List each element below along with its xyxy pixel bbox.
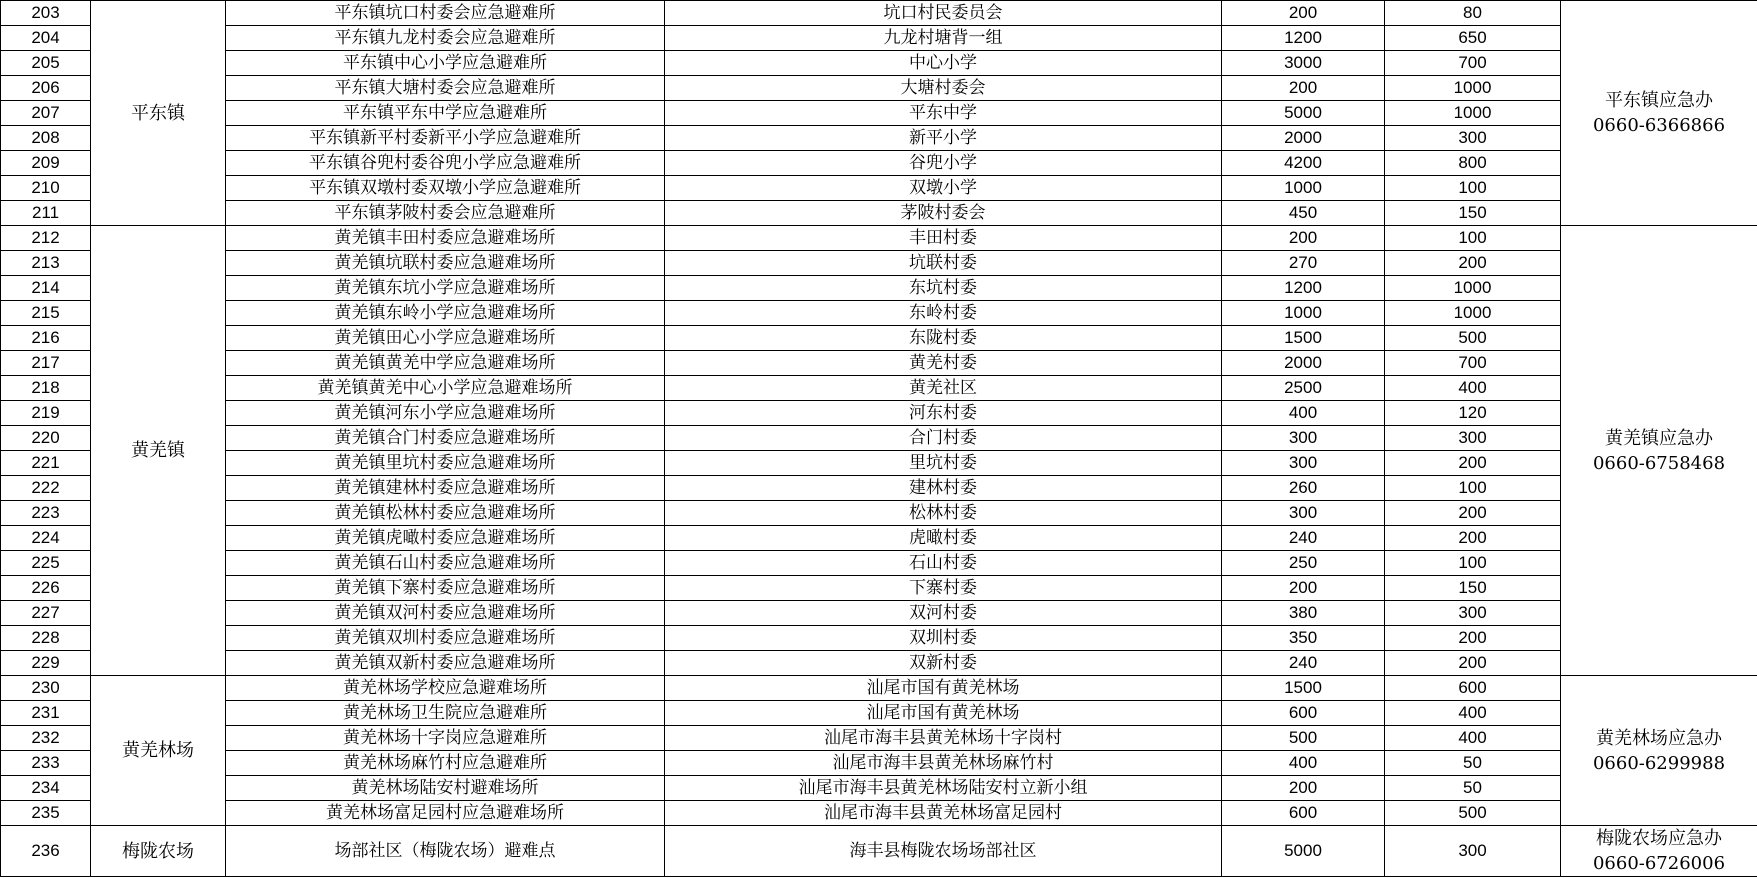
table-row [1, 776, 1757, 801]
location-cell: 松林村委 [665, 501, 1222, 526]
shelter-name-cell: 黄羌镇虎噉村委应急避难场所 [226, 526, 665, 551]
shelter-name-cell: 平东镇谷兜村委谷兜小学应急避难所 [226, 151, 665, 176]
shelter-name-cell: 黄羌镇坑联村委应急避难场所 [226, 251, 665, 276]
row-number-cell: 235 [1, 801, 91, 826]
area-cell: 200 [1222, 776, 1385, 801]
table-row [1, 601, 1757, 626]
table-row [1, 501, 1757, 526]
table-row [1, 1, 1757, 26]
area-cell: 200 [1222, 226, 1385, 251]
table-row [1, 201, 1757, 226]
location-cell: 石山村委 [665, 551, 1222, 576]
town-cell: 黄羌镇 [91, 226, 226, 676]
location-cell: 汕尾市海丰县黄羌林场富足园村 [665, 801, 1222, 826]
capacity-cell: 500 [1385, 326, 1561, 351]
table-row [1, 626, 1757, 651]
location-cell: 黄羌社区 [665, 376, 1222, 401]
row-number-cell: 220 [1, 426, 91, 451]
area-cell: 250 [1222, 551, 1385, 576]
contact-cell [1561, 1, 1757, 226]
shelter-name-cell: 黄羌林场富足园村应急避难场所 [226, 801, 665, 826]
area-cell: 380 [1222, 601, 1385, 626]
location-cell: 双圳村委 [665, 626, 1222, 651]
contact-cell [1561, 826, 1757, 877]
shelter-name-cell: 黄羌镇东坑小学应急避难场所 [226, 276, 665, 301]
table-row [1, 551, 1757, 576]
row-number-cell: 224 [1, 526, 91, 551]
table-row [1, 276, 1757, 301]
row-number-cell: 229 [1, 651, 91, 676]
area-cell: 450 [1222, 201, 1385, 226]
table-row [1, 226, 1757, 251]
location-cell: 建林村委 [665, 476, 1222, 501]
table-row [1, 476, 1757, 501]
area-cell: 1500 [1222, 326, 1385, 351]
location-cell: 里坑村委 [665, 451, 1222, 476]
location-cell: 汕尾市海丰县黄羌林场十字岗村 [665, 726, 1222, 751]
row-number-cell: 234 [1, 776, 91, 801]
town-cell: 梅陇农场 [91, 826, 226, 877]
row-number-cell: 227 [1, 601, 91, 626]
location-cell: 中心小学 [665, 51, 1222, 76]
shelter-name-cell: 黄羌林场麻竹村应急避难所 [226, 751, 665, 776]
area-cell: 5000 [1222, 826, 1385, 877]
capacity-cell: 80 [1385, 1, 1561, 26]
shelter-name-cell: 黄羌镇双河村委应急避难场所 [226, 601, 665, 626]
table-row [1, 251, 1757, 276]
shelter-name-cell: 平东镇中心小学应急避难所 [226, 51, 665, 76]
capacity-cell: 200 [1385, 251, 1561, 276]
area-cell: 200 [1222, 1, 1385, 26]
table-row [1, 751, 1757, 776]
row-number-cell: 225 [1, 551, 91, 576]
area-cell: 240 [1222, 651, 1385, 676]
area-cell: 300 [1222, 451, 1385, 476]
area-cell: 500 [1222, 726, 1385, 751]
row-number-cell: 236 [1, 826, 91, 877]
capacity-cell: 600 [1385, 676, 1561, 701]
area-cell: 3000 [1222, 51, 1385, 76]
shelter-name-cell: 黄羌镇黄羌中学应急避难场所 [226, 351, 665, 376]
capacity-cell: 200 [1385, 626, 1561, 651]
area-cell: 400 [1222, 751, 1385, 776]
capacity-cell: 100 [1385, 176, 1561, 201]
contact-phone: 0660-6726006 [1592, 853, 1726, 874]
contact-office: 黄羌林场应急办 [1596, 727, 1722, 749]
location-cell: 东坑村委 [665, 276, 1222, 301]
area-cell: 300 [1222, 501, 1385, 526]
capacity-cell: 700 [1385, 51, 1561, 76]
location-cell: 坑联村委 [665, 251, 1222, 276]
row-number-cell: 212 [1, 226, 91, 251]
row-number-cell: 232 [1, 726, 91, 751]
location-cell: 河东村委 [665, 401, 1222, 426]
area-cell: 200 [1222, 76, 1385, 101]
shelter-name-cell: 平东镇双墩村委双墩小学应急避难所 [226, 176, 665, 201]
shelter-name-cell: 黄羌镇合门村委应急避难场所 [226, 426, 665, 451]
row-number-cell: 231 [1, 701, 91, 726]
table-row [1, 401, 1757, 426]
shelter-name-cell: 黄羌镇下寨村委应急避难场所 [226, 576, 665, 601]
capacity-cell: 300 [1385, 601, 1561, 626]
capacity-cell: 300 [1385, 426, 1561, 451]
row-number-cell: 221 [1, 451, 91, 476]
table-row [1, 826, 1757, 877]
capacity-cell: 50 [1385, 776, 1561, 801]
shelter-name-cell: 黄羌镇黄羌中心小学应急避难场所 [226, 376, 665, 401]
area-cell: 2000 [1222, 351, 1385, 376]
shelter-name-cell: 黄羌镇双新村委应急避难场所 [226, 651, 665, 676]
area-cell: 600 [1222, 701, 1385, 726]
row-number-cell: 208 [1, 126, 91, 151]
shelter-name-cell: 场部社区（梅陇农场）避难点 [226, 826, 665, 877]
location-cell: 汕尾市海丰县黄羌林场麻竹村 [665, 751, 1222, 776]
capacity-cell: 1000 [1385, 276, 1561, 301]
row-number-cell: 210 [1, 176, 91, 201]
capacity-cell: 650 [1385, 26, 1561, 51]
area-cell: 5000 [1222, 101, 1385, 126]
row-number-cell: 218 [1, 376, 91, 401]
shelter-name-cell: 黄羌镇丰田村委应急避难场所 [226, 226, 665, 251]
capacity-cell: 200 [1385, 651, 1561, 676]
location-cell: 平东中学 [665, 101, 1222, 126]
row-number-cell: 214 [1, 276, 91, 301]
town-cell: 黄羌林场 [91, 676, 226, 826]
contact-office: 平东镇应急办 [1605, 90, 1713, 111]
location-cell: 合门村委 [665, 426, 1222, 451]
shelter-name-cell: 黄羌林场学校应急避难场所 [226, 676, 665, 701]
row-number-cell: 211 [1, 201, 91, 226]
capacity-cell: 300 [1385, 126, 1561, 151]
contact-phone: 0660-6366866 [1592, 115, 1726, 136]
capacity-cell: 800 [1385, 151, 1561, 176]
location-cell: 虎噉村委 [665, 526, 1222, 551]
area-cell: 240 [1222, 526, 1385, 551]
capacity-cell: 400 [1385, 701, 1561, 726]
area-cell: 260 [1222, 476, 1385, 501]
shelter-name-cell: 黄羌镇东岭小学应急避难场所 [226, 301, 665, 326]
capacity-cell: 100 [1385, 476, 1561, 501]
table-row [1, 726, 1757, 751]
table-row [1, 351, 1757, 376]
table-row [1, 51, 1757, 76]
capacity-cell: 200 [1385, 451, 1561, 476]
shelter-name-cell: 黄羌镇河东小学应急避难场所 [226, 401, 665, 426]
table-row [1, 26, 1757, 51]
table-body [1, 1, 1757, 877]
table-row [1, 76, 1757, 101]
area-cell: 1200 [1222, 26, 1385, 51]
shelter-name-cell: 平东镇坑口村委会应急避难所 [226, 1, 665, 26]
capacity-cell: 200 [1385, 501, 1561, 526]
capacity-cell: 200 [1385, 526, 1561, 551]
contact-office: 梅陇农场应急办 [1596, 828, 1722, 849]
table-row [1, 701, 1757, 726]
shelter-name-cell: 黄羌镇石山村委应急避难场所 [226, 551, 665, 576]
shelter-name-cell: 平东镇新平村委新平小学应急避难所 [226, 126, 665, 151]
capacity-cell: 1000 [1385, 301, 1561, 326]
table-row [1, 426, 1757, 451]
capacity-cell: 400 [1385, 726, 1561, 751]
contact-office: 黄羌镇应急办 [1605, 427, 1713, 449]
location-cell: 坑口村民委员会 [665, 1, 1222, 26]
area-cell: 1500 [1222, 676, 1385, 701]
row-number-cell: 213 [1, 251, 91, 276]
shelter-name-cell: 平东镇大塘村委会应急避难所 [226, 76, 665, 101]
row-number-cell: 206 [1, 76, 91, 101]
table-row [1, 101, 1757, 126]
row-number-cell: 223 [1, 501, 91, 526]
location-cell: 黄羌村委 [665, 351, 1222, 376]
shelter-name-cell: 黄羌镇田心小学应急避难场所 [226, 326, 665, 351]
table-row [1, 576, 1757, 601]
area-cell: 600 [1222, 801, 1385, 826]
table-row [1, 451, 1757, 476]
shelter-name-cell: 黄羌镇建林村委应急避难场所 [226, 476, 665, 501]
shelter-name-cell: 黄羌镇里坑村委应急避难场所 [226, 451, 665, 476]
capacity-cell: 1000 [1385, 101, 1561, 126]
capacity-cell: 300 [1385, 826, 1561, 877]
area-cell: 300 [1222, 426, 1385, 451]
row-number-cell: 222 [1, 476, 91, 501]
contact-cell [1561, 226, 1757, 676]
table-row [1, 376, 1757, 401]
table-row [1, 126, 1757, 151]
area-cell: 200 [1222, 576, 1385, 601]
capacity-cell: 50 [1385, 751, 1561, 776]
area-cell: 1000 [1222, 176, 1385, 201]
location-cell: 汕尾市海丰县黄羌林场陆安村立新小组 [665, 776, 1222, 801]
area-cell: 400 [1222, 401, 1385, 426]
location-cell: 海丰县梅陇农场场部社区 [665, 826, 1222, 877]
row-number-cell: 228 [1, 626, 91, 651]
row-number-cell: 230 [1, 676, 91, 701]
shelter-name-cell: 黄羌镇松林村委应急避难场所 [226, 501, 665, 526]
area-cell: 270 [1222, 251, 1385, 276]
shelter-name-cell: 黄羌镇双圳村委应急避难场所 [226, 626, 665, 651]
contact-phone: 0660-6758468 [1592, 452, 1726, 474]
location-cell: 下寨村委 [665, 576, 1222, 601]
location-cell: 双河村委 [665, 601, 1222, 626]
shelter-name-cell: 平东镇平东中学应急避难所 [226, 101, 665, 126]
row-number-cell: 209 [1, 151, 91, 176]
capacity-cell: 120 [1385, 401, 1561, 426]
capacity-cell: 150 [1385, 201, 1561, 226]
area-cell: 350 [1222, 626, 1385, 651]
shelter-name-cell: 黄羌林场十字岗应急避难所 [226, 726, 665, 751]
area-cell: 2500 [1222, 376, 1385, 401]
shelter-name-cell: 平东镇九龙村委会应急避难所 [226, 26, 665, 51]
contact-cell [1561, 676, 1757, 826]
capacity-cell: 400 [1385, 376, 1561, 401]
location-cell: 东岭村委 [665, 301, 1222, 326]
row-number-cell: 205 [1, 51, 91, 76]
row-number-cell: 216 [1, 326, 91, 351]
shelter-name-cell: 黄羌林场卫生院应急避难所 [226, 701, 665, 726]
location-cell: 九龙村塘背一组 [665, 26, 1222, 51]
row-number-cell: 207 [1, 101, 91, 126]
capacity-cell: 150 [1385, 576, 1561, 601]
table-row [1, 651, 1757, 676]
location-cell: 丰田村委 [665, 226, 1222, 251]
location-cell: 汕尾市国有黄羌林场 [665, 676, 1222, 701]
table-row [1, 326, 1757, 351]
area-cell: 2000 [1222, 126, 1385, 151]
table-row [1, 526, 1757, 551]
location-cell: 双新村委 [665, 651, 1222, 676]
location-cell: 大塘村委会 [665, 76, 1222, 101]
row-number-cell: 204 [1, 26, 91, 51]
row-number-cell: 219 [1, 401, 91, 426]
table-row [1, 676, 1757, 701]
row-number-cell: 217 [1, 351, 91, 376]
location-cell: 汕尾市国有黄羌林场 [665, 701, 1222, 726]
table-row [1, 151, 1757, 176]
location-cell: 东陇村委 [665, 326, 1222, 351]
capacity-cell: 1000 [1385, 76, 1561, 101]
area-cell: 1200 [1222, 276, 1385, 301]
shelter-name-cell: 黄羌林场陆安村避难场所 [226, 776, 665, 801]
capacity-cell: 500 [1385, 801, 1561, 826]
area-cell: 4200 [1222, 151, 1385, 176]
location-cell: 双墩小学 [665, 176, 1222, 201]
table-row [1, 176, 1757, 201]
town-cell: 平东镇 [91, 1, 226, 226]
capacity-cell: 100 [1385, 226, 1561, 251]
row-number-cell: 226 [1, 576, 91, 601]
location-cell: 谷兜小学 [665, 151, 1222, 176]
contact-phone: 0660-6299988 [1592, 752, 1726, 774]
row-number-cell: 233 [1, 751, 91, 776]
area-cell: 1000 [1222, 301, 1385, 326]
capacity-cell: 700 [1385, 351, 1561, 376]
row-number-cell: 215 [1, 301, 91, 326]
shelter-name-cell: 平东镇茅陂村委会应急避难所 [226, 201, 665, 226]
location-cell: 新平小学 [665, 126, 1222, 151]
table-row [1, 801, 1757, 826]
row-number-cell: 203 [1, 1, 91, 26]
table-row [1, 301, 1757, 326]
location-cell: 茅陂村委会 [665, 201, 1222, 226]
capacity-cell: 100 [1385, 551, 1561, 576]
